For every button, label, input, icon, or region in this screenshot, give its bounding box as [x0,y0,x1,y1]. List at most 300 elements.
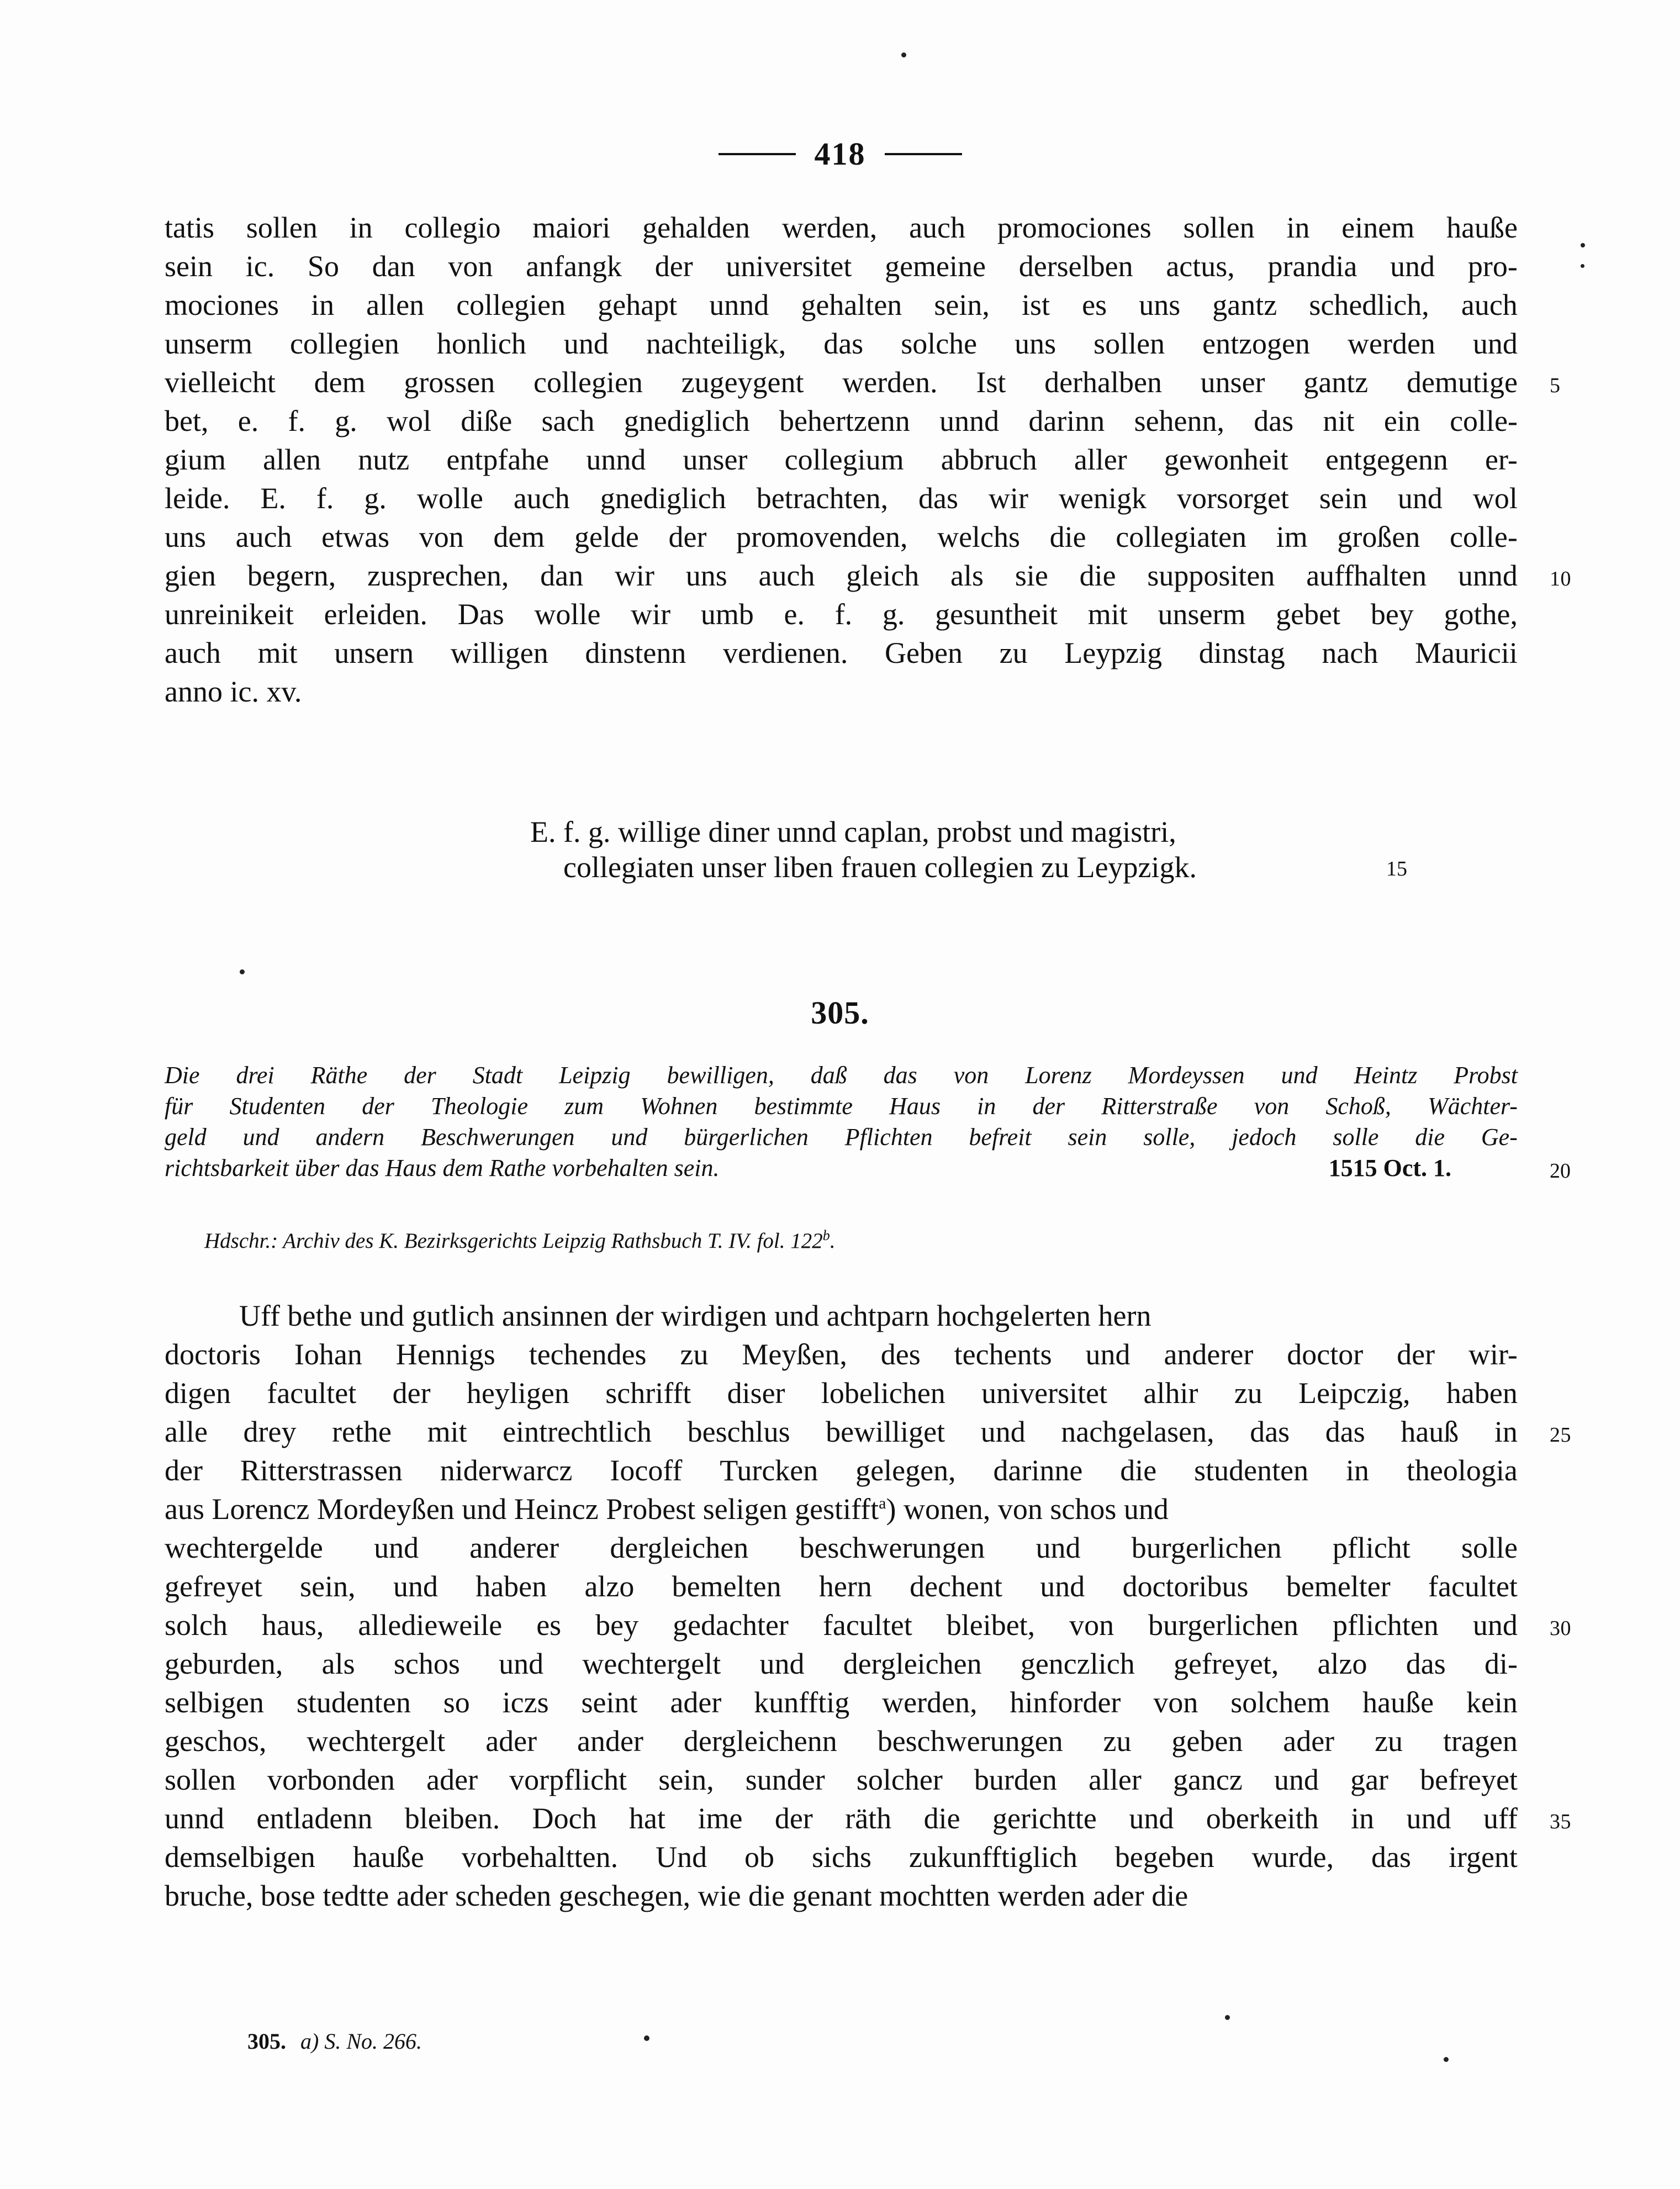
word: leide. [165,482,230,515]
document-1-signature [530,815,1469,885]
word: der [668,520,707,553]
word: kunfftig [754,1686,850,1719]
word: etwas [321,520,390,553]
word: das [1250,1415,1290,1448]
word: werden, [882,1686,978,1719]
word: der [1032,1093,1065,1120]
word: solch [165,1608,228,1642]
word: niderwarcz [440,1454,573,1487]
word: der [1397,1338,1435,1371]
word: der [392,1376,431,1410]
word: und [1281,1062,1318,1089]
text-line [165,1608,1571,1649]
footnote-marker: a [879,1494,886,1512]
word: prandia [1267,250,1357,283]
word: f. [834,598,853,631]
word: burden [974,1763,1057,1796]
word: geben [1171,1724,1243,1758]
word: Hennigs [395,1338,495,1371]
word: vielleicht [165,366,276,399]
word: solche [901,327,978,360]
word: entladenn [256,1802,373,1835]
text-line [165,1494,1518,1533]
page-number: 418 [814,136,866,172]
source-note-superscript: b [822,1227,830,1243]
word: demutige [1406,366,1518,399]
word: wol [387,404,431,437]
source-note-period: . [830,1229,836,1253]
word: und [611,1123,648,1151]
scan-speck [901,52,906,57]
word: ist [1021,288,1050,321]
word: collegien [456,288,566,321]
word: colle- [1449,520,1518,553]
word: und [499,1647,544,1680]
word: und [374,1531,419,1564]
source-note [204,1227,836,1253]
word: gantz [1212,288,1277,321]
word: behertzenn [779,404,910,437]
word: für [165,1093,193,1120]
word: grossen [404,366,495,399]
word: dergleichen [843,1647,982,1680]
word: aller [1088,1763,1142,1796]
word: tatis [165,211,214,244]
word: schos [393,1647,460,1680]
word: dergleichenn [683,1724,837,1758]
text-line [165,1881,1518,1919]
word: vorsorget [1176,482,1289,515]
word: auffhalten [1306,559,1427,592]
word: werden [1348,327,1435,360]
word: irgent [1448,1840,1518,1874]
word: darinne [993,1454,1083,1487]
word: sach [541,404,595,437]
word: drey [243,1415,297,1448]
word: tragen [1443,1724,1518,1758]
word: universitet [981,1376,1108,1410]
word: ader [670,1686,722,1719]
word: doctor [1287,1338,1364,1371]
word: entgegenn [1325,443,1448,476]
word: und [1472,1608,1518,1642]
regest-text: richtsbarkeit über das Haus dem Rathe vorbehalten sein. [165,1154,720,1181]
word: bey [1370,598,1414,631]
word: ander [577,1724,643,1758]
scan-speck [240,969,245,974]
word: E. [260,482,286,515]
word: das [918,482,959,515]
word: wolle [534,598,601,631]
word: großen [1337,520,1420,553]
word: dinstenn [585,636,686,669]
word: pro- [1467,250,1518,283]
word: allen [366,288,425,321]
word: welchs [937,520,1021,553]
word: Räthe [310,1062,368,1089]
word: So [307,250,339,283]
word: gancz [1172,1763,1243,1796]
word: das [1254,404,1294,437]
word: andern [315,1123,385,1151]
word: in [1286,211,1310,244]
word: werden, [781,211,878,244]
word: Mauricii [1414,636,1518,669]
word: uff [1483,1802,1518,1835]
word: rethe [332,1415,392,1448]
word: Und [656,1840,707,1874]
word: nit [1323,404,1355,437]
word: f. [288,404,305,437]
word: wechtergelde [165,1531,323,1564]
word: unnd [165,1802,224,1835]
word: facultet [822,1608,912,1642]
word: hern [818,1570,872,1603]
date-stamp: 1515 Oct. 1. [1328,1154,1451,1181]
word: Wächter- [1428,1093,1518,1120]
word: uns [685,559,727,592]
word: Meyßen, [742,1338,847,1371]
word: ob [744,1840,775,1874]
line-text: aus Lorencz Mordeyßen und Heincz Probest seligen gestifft [165,1492,879,1526]
signature-text: collegiaten unser liben frauen collegien zu Leypzigk. [563,850,1197,884]
text-line [165,1726,1518,1765]
text-line [165,445,1518,483]
word: wir [631,598,671,631]
word: das [883,1062,917,1089]
word: collegium [784,443,904,476]
word: das [1325,1415,1365,1448]
word: wenigk [1058,482,1147,515]
word: erleiden. [324,598,428,631]
regest-line [165,1154,1571,1187]
word: sein [1319,482,1367,515]
word: auch [758,559,815,592]
text-line [165,1571,1518,1610]
word: zu [999,636,1028,669]
word: Ritterstrassen [240,1454,403,1487]
text-line [165,1301,1518,1339]
word: bey [595,1608,639,1642]
word: und [1040,1570,1085,1603]
word: bewilligen, [667,1062,774,1089]
word: unnd [1457,559,1518,592]
regest-line [165,1063,1518,1094]
word: auch [513,482,570,515]
word: einem [1341,211,1415,244]
word: iczs [502,1686,549,1719]
word: genczlich [1020,1647,1135,1680]
word: zukunfftiglich [908,1840,1077,1874]
word: hat [629,1802,666,1835]
scan-speck [1444,2057,1449,2062]
word: er- [1485,443,1518,476]
word: Iocoff [610,1454,683,1487]
word: und [1129,1802,1174,1835]
word: Ritterstraße [1101,1093,1218,1120]
word: unserm [165,327,252,360]
word: alzo [584,1570,635,1603]
word: hauße [1362,1686,1434,1719]
word: der [165,1454,203,1487]
word: befreyet [1420,1763,1518,1796]
word: unnd [939,404,1000,437]
line-number: 25 [1550,1423,1571,1447]
word: alledieweile [358,1608,503,1642]
footnote-text: a) S. No. 266. [300,2029,422,2054]
word: gerichtte [992,1802,1097,1835]
word: nachteiligk, [646,327,786,360]
word: Ist [976,366,1006,399]
word: Doch [532,1802,597,1835]
line-text-tail: ) wonen, von schos und [886,1492,1169,1526]
word: hauße [352,1840,424,1874]
word: werden. [842,366,938,399]
word: im [1276,520,1308,553]
word: sehenn, [1134,404,1225,437]
word: wolle [416,482,483,515]
word: in [311,288,335,321]
word: wir [614,559,654,592]
word: willigen [450,636,548,669]
word: pflichten [1332,1608,1439,1642]
word: wir- [1468,1338,1518,1371]
word: Beschwerungen [420,1123,575,1151]
word: das [1406,1647,1446,1680]
document-2-regest [165,1062,1571,1187]
word: gothe, [1444,598,1518,631]
word: drei [236,1062,274,1089]
word: der [404,1062,436,1089]
word: facultet [267,1376,357,1410]
section-heading-305: 305. [811,995,869,1031]
word: der [362,1093,394,1120]
word: doctoribus [1122,1570,1249,1603]
word: und [563,327,609,360]
word: ader [426,1763,478,1796]
word: alhir [1143,1376,1198,1410]
word: hauße [1446,211,1518,244]
word: vorbonden [267,1763,395,1796]
text-line [165,366,1561,406]
word: der [774,1802,813,1835]
word: vorbehaltten. [461,1840,619,1874]
word: Lorenz [1025,1062,1092,1089]
word: e. [237,404,259,437]
word: entzogen [1202,327,1311,360]
word: hauß [1401,1415,1459,1448]
line-number: 30 [1550,1617,1571,1640]
word: gewonheit [1164,443,1288,476]
word: derselben [1018,250,1133,283]
scan-speck [1581,243,1585,247]
text-line [165,1339,1518,1378]
word: bet, [165,404,209,437]
word: und [759,1647,805,1680]
word: theologia [1406,1454,1518,1487]
word: collegiaten [1116,520,1247,553]
word: hinforder [1010,1686,1121,1719]
scan-speck [1581,264,1584,268]
word: umb [700,598,754,631]
word: als [321,1647,355,1680]
word: dan [540,559,584,592]
word: bleibet, [946,1608,1036,1642]
word: gnediglich [600,482,726,515]
word: Studenten [229,1093,326,1120]
word: gien [165,559,216,592]
word: di- [1484,1647,1518,1680]
word: Mordeyssen [1128,1062,1245,1089]
word: Turcken [720,1454,818,1487]
word: promociones [997,211,1151,244]
word: das [1371,1840,1411,1874]
word: zusprechen, [367,559,509,592]
word: anderer [469,1531,559,1564]
word: mit [257,636,298,669]
word: lobelichen [821,1376,945,1410]
word: bleiben. [404,1802,500,1835]
header-rule-right [885,153,962,155]
word: sunder [745,1763,825,1796]
word: Haus [889,1093,941,1120]
word: in [1494,1415,1518,1448]
word: ic. [245,250,275,283]
word: nutz [358,443,410,476]
word: betrachten, [756,482,889,515]
word: ader [1283,1724,1335,1758]
word: in [1346,1454,1370,1487]
word: und [1472,327,1518,360]
word: Heintz [1354,1062,1418,1089]
word: heyligen [466,1376,569,1410]
word: zu [1103,1724,1132,1758]
word: Die [165,1062,200,1089]
word: gar [1350,1763,1389,1796]
word: die [1415,1123,1445,1151]
line-number: 15 [1386,857,1407,880]
text-line [165,1765,1518,1803]
line-number: 10 [1550,567,1571,590]
word: unserm [1158,598,1246,631]
word: alle [165,1415,208,1448]
word: in [977,1093,996,1120]
word: geschos, [165,1724,267,1758]
word: Stadt [472,1062,523,1089]
word: Pflichten [844,1123,933,1151]
word: zu [680,1338,709,1371]
word: von [419,520,464,553]
text-line [165,1687,1518,1726]
line-text: anno ic. xv. [165,675,302,708]
word: in [1351,1802,1375,1835]
word: räth [845,1802,892,1835]
word: gehalten [801,288,902,321]
word: verdienen. [723,636,848,669]
word: uns [165,520,207,553]
word: nach [1322,636,1378,669]
word: ader [485,1724,537,1758]
word: so [443,1686,470,1719]
text-line [165,522,1518,561]
word: vorpflicht [509,1763,627,1796]
word: und [1397,482,1443,515]
word: studenten [296,1686,411,1719]
word: dergleichen [610,1531,749,1564]
word: actus, [1166,250,1235,283]
word: aller [1074,443,1127,476]
word: bemelter [1286,1570,1391,1603]
word: entpfahe [446,443,550,476]
word: schrifft [605,1376,691,1410]
word: derhalben [1044,366,1162,399]
signature-line [530,815,1469,850]
word: allen [263,443,321,476]
word: geburden, [165,1647,283,1680]
word: es [536,1608,562,1642]
word: suppositen [1147,559,1275,592]
text-line [165,1533,1518,1571]
regest-line [165,1094,1518,1125]
word: collegien [533,366,643,399]
text-line [165,1842,1518,1881]
word: Theologie [431,1093,528,1120]
word: bewilliget [826,1415,945,1448]
word: gehapt [598,288,678,321]
word: eintrechtlich [503,1415,652,1448]
word: gemeine [885,250,986,283]
word: bestimmte [754,1093,853,1120]
text-line [165,638,1518,677]
signature-text: E. f. g. willige diner unnd caplan, probst und magistri, [530,815,1176,848]
word: Leipczig, [1298,1376,1410,1410]
word: g. [335,404,357,437]
word: selbigen [165,1686,264,1719]
text-line [165,329,1518,367]
text-line [165,599,1518,638]
word: die [923,1802,960,1835]
word: g. [882,598,905,631]
word: solle [1333,1123,1379,1151]
word: collegien [289,327,399,360]
word: darinn [1028,404,1105,437]
word: sichs [811,1840,871,1874]
word: dem [314,366,366,399]
word: gedachter [673,1608,789,1642]
word: und [1406,1802,1451,1835]
text-line [165,1455,1518,1494]
word: und [1036,1531,1081,1564]
word: facultet [1428,1570,1518,1603]
word: anderer [1164,1338,1254,1371]
word: dinstag [1198,636,1285,669]
word: haben [476,1570,547,1603]
word: colle- [1450,404,1518,437]
word: ein [1383,404,1420,437]
word: universitet [726,250,852,283]
page-header [0,135,1680,172]
word: unser [683,443,748,476]
word: Iohan [294,1338,362,1371]
word: sein [165,250,213,283]
word: bürgerlichen [684,1123,809,1151]
word: Ge- [1481,1123,1518,1151]
word: unsern [334,636,414,669]
word: und [242,1123,279,1151]
word: dem [493,520,545,553]
word: bemelten [672,1570,781,1603]
word: gelde [574,520,639,553]
